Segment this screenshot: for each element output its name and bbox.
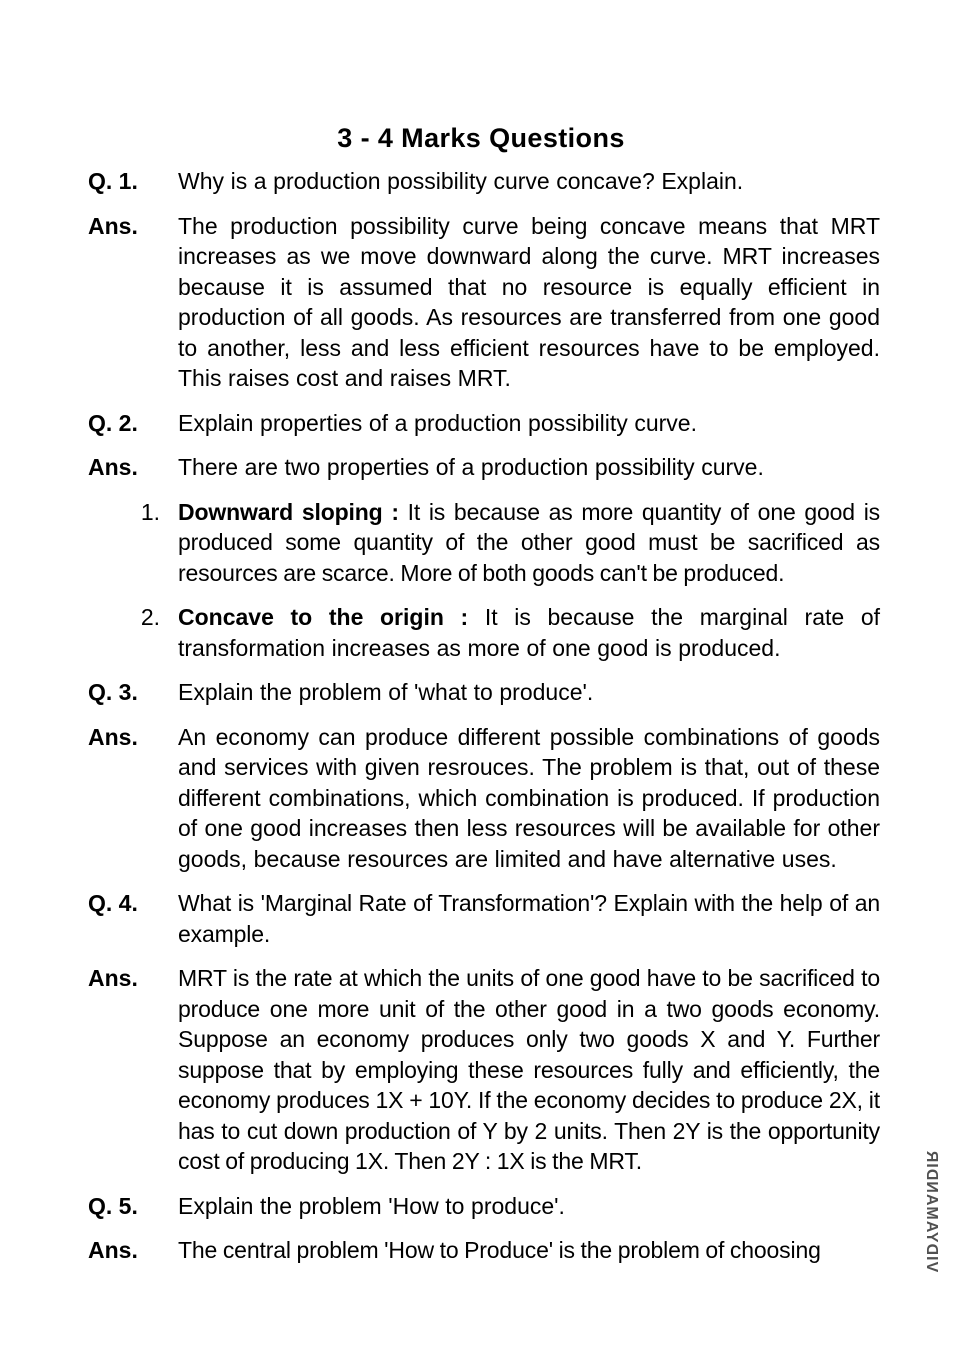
margin-watermark <box>903 1118 959 1303</box>
qa-label: Ans. <box>88 454 138 480</box>
qa-label: Q. 1. <box>88 168 138 194</box>
qa-text: There are two properties of a production possibility curve. <box>178 454 764 480</box>
qa-entry-a2 <box>88 452 880 483</box>
qa-text: MRT is the rate at which the units of one good have to be sacrificed to produce one more unit of the other good in a two goods economy. Suppose an economy produces only two goods X and Y. Further suppose that by employing these resources fully and efficiently, the economy produces 1X + 10Y. If the economy decides to produce 2X, it has to cut down production of Y by 2 units. Then 2Y is the opportunity cost of producing 1X. Then 2Y : 1X is the MRT. <box>178 965 880 1174</box>
list-item-lead: Concave to the origin : <box>178 604 469 630</box>
list-item-text <box>178 497 880 589</box>
qa-label: Ans. <box>88 965 138 991</box>
qa-entry-list-2 <box>88 602 880 663</box>
qa-text: An economy can produce different possible combinations of goods and services with given resrouces. The problem is that, out of these different combinations, which combination is produced. If production of one good increases then less resources will be available for other goods, because resources are limited and have alternative uses. <box>178 723 880 872</box>
margin-watermark-text: VIDYAMANDIR <box>923 1149 940 1272</box>
qa-label: Q. 5. <box>88 1192 138 1219</box>
list-item-lead: Downward sloping : <box>178 498 399 525</box>
qa-list <box>88 166 880 1266</box>
qa-entry-a5 <box>88 1235 880 1266</box>
qa-entry-a3 <box>88 722 880 875</box>
qa-label: Q. 4. <box>88 890 138 916</box>
qa-text: What is 'Marginal Rate of Transformation'? Explain with the help of an example. <box>178 890 880 947</box>
qa-label: Ans. <box>88 1237 138 1263</box>
list-item-text <box>178 602 880 663</box>
qa-entry-list-1 <box>88 497 880 589</box>
qa-entry-a4 <box>88 963 880 1177</box>
qa-text: Explain properties of a production possibility curve. <box>178 409 697 436</box>
qa-label: Ans. <box>88 723 138 750</box>
qa-entry-q4 <box>88 888 880 949</box>
qa-text: Explain the problem 'How to produce'. <box>178 1192 565 1219</box>
page-title: 3 - 4 Marks Questions <box>337 123 625 154</box>
qa-entry-q3 <box>88 677 880 708</box>
list-item-number: 2. <box>140 604 160 630</box>
list-item-body: It is because the marginal rate of transformation increases as more of one good is produced. <box>178 604 880 661</box>
qa-entry-q5 <box>88 1191 880 1222</box>
qa-entry-a1 <box>88 211 880 394</box>
list-item-number: 1. <box>140 498 160 525</box>
qa-label: Q. 3. <box>88 679 138 705</box>
qa-entry-q1 <box>88 166 880 197</box>
qa-label: Ans. <box>88 212 138 239</box>
qa-entry-q2 <box>88 408 880 439</box>
qa-text: Why is a production possibility curve concave? Explain. <box>178 168 744 194</box>
qa-text: The production possibility curve being concave means that MRT increases as we move downward along the curve. MRT increases because it is assumed that no resource is equally efficient in production of all goods. As resources are transferred from one good to another, less and less efficient resources have to be employed. This raises cost and raises MRT. <box>178 212 880 391</box>
qa-text: The central problem 'How to Produce' is the problem of choosing <box>178 1237 821 1263</box>
qa-text: Explain the problem of 'what to produce'. <box>178 679 594 705</box>
qa-label: Q. 2. <box>88 409 138 436</box>
list-item-body: It is because as more quantity of one good is produced some quantity of the other good must be sacrificed as resources are scarce. More of both goods can't be produced. <box>178 498 880 586</box>
